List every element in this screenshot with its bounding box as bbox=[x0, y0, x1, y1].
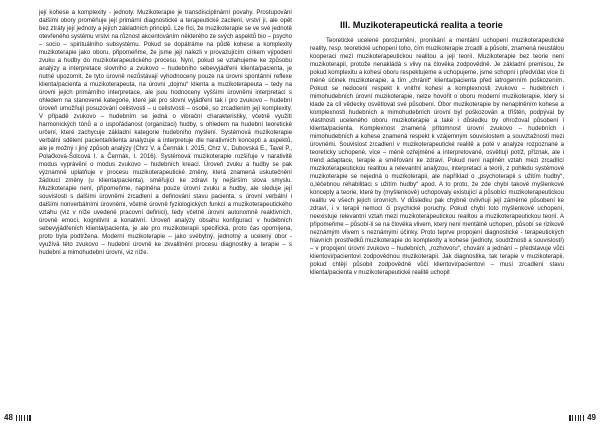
left-paragraph: její kohese a komplexity - jednoty. Muzikoterapie je transdisciplinární povahy. Prostupování dalšími obory proměňuje její primární diagnostické a terapeutické zacílení, vrství ji, ale opět bez ztráty její jednoty a jejích základních principů. Lze říci, že muzikoterapie se ve své jednotě otevřeného systému vrství na různost akcentováním některého ze svých aspektů bio – psycho – socio – spirituálního subsystému. Pokud se dopátráme na půdě kohese a komplexity muzikoterapie jako oboru, připomeňme, že jsme její nalezli v provazujícím církem výpodení zvuku a hudby do muzikoterapeutického procesu. Nyní, pokud se vztahujeme ke způsobu analýzy a interpretace slovního a zvukovo – hudebního sebevyjádření klienta/pacienta, je nutné upozornit, že tyto úrovně nezůstávají vyhodnoceny pouze na úrovni spontánní reflexe klienta/pacienta a muzikoterapeuta, na úrovni „dojmu“ klienta a muzikoterapeuta – tedy na úrovni jejich primárního interpretace, ale jsou hodnoceny vyššími úrovněmi interpretací s ohledem na stanovené kategorie, které jak pro slovní vyjádření tak i pro zvukovo – hudební úroveň umožňují posuzování celistvosti – u celistvosti – osobě, so zrcadlením její komplexity. V případě zvukovo – hudebním se jedná o vibrační charakteristiky, včetně využití harmonických tónů a o uspořádanost (organizaci) hudby, s ohledem na hudební teoretické určení, které zachycuje základní kategorie hudebního myšlení. Systémová muzikoterapie verbální sdělení pacienta/klienta analyzuje a interpretuje dle narativních koncepti a aspektů, ale je možný i jiný způsob analýzy (Chrz V. a Čermák I. 2015, Chrz V., Dubovská E., Tavel P., Polačková-Šolcová I. a Čermák, I. 2016). Systémová muzikoterapie rozšiřuje v narativitě modus vyprávění o modus zvukovo – hudebních kreací. Úroveň zvuku a hudby se pak významně uplatňuje v procesu muzikoterapeutické změny, která znamená uskutečnění žádoucí změny (u klienta/pacienta), směřující ke zdraví ty nejširším slova smyslu. Muzikoterapie není, připomeňme, naplněna pouze úrovní zvuku a hudby, ale sleduje její souvislosti s dalšími úrovněmi zrcadlení a definování stavu pacienta, s úrovní verbální i dalšími nonverbálními úrovněmi, včetně úrovně fyziologických funkcí a muzikoterapeutického vztahu (viz v níže uvedené pracovní definici), tedy včetně úrovní autonomně reaktivních, úrovně emocí, kognitivní a konativní. Úroveň analýzy obsahu konfigurací v hudebních sebevyjádřeních klienta/pacienta, je ale pro muzikoterapii specifická, proto čas opomíjena, proto byla podtržena. Moderní muzikoterapie – jako svébytný, jednotný a ucelený obor - využívá této zvukovo – hudební úrovně ke zkvalitnění procesu diagnostiky a terapie – s hudební a mimohudební úrovní, viz níže. bbox=[39, 10, 292, 257]
chapter-heading: III. Muzikoterapeutická realita a teorie bbox=[340, 19, 503, 30]
folio-bars-ornament bbox=[569, 415, 584, 421]
right-page-body bbox=[310, 37, 564, 407]
right-page bbox=[300, 0, 600, 424]
folio-bars-ornament bbox=[16, 415, 31, 421]
right-paragraph: Teoretické ucelené porozumění, pronikání a mentální uchopení muzikoterapeutické reality, resp. teoretické uchopení toho, čím muzikoterapie zrcadlí a působí, znamená neustálou kooperaci mezi muzikoterapeutickou realitou a její teorií. Muzikoterapie bez teorie není muzikoterapií, protože nenakládá s vlivy na člověka zodpovědně. Je základní premisou, že pokud komplexitu a kohesi oboru respektujeme a uchopujeme, jsme schopni i předvídat více či méně účinek muzikoterapie, a tím „chránit“ klienta/pacienta před iatrogenním poškozením. Pokud se nedocení respekt k vnitřní kohesi a komplexnosti zvukovo – hudebních i mimohudebních úrovní muzikoterapie, nelze hovořit o oboru moderní muzikoterapie, který si klade za cíl vědecky osvětlovat své působení. Obor muzikoterapie by nenaplněním kohese a komplexnosti hudebních a mimohudebních úrovní byl poškozován a tříštěn, podpýval by vlastnosti uceleného oboru muzikoterapie a také i důsledku by ohrožoval působení i klienta/pacienta. Komplexnost znamená přítomnost úrovní zvukovo – hudebních i mimohudebních a kohese znamená respekt k vzájemným souvislostem a souvztažnosti mezi úrovněmi. Souvislost zrcadlení v muzikoterapeutické realitě a poté v analýze rozpoznané a teoreticky uchopené, více – méně ozřejměné a interpretované, osvětlují potíž, příznak, ale i trend adaptace, terapie a směřování ke zdraví. Pokud není naplněn vztah mezi zrcadlící muzikoterapeutickou realitou a relevantní analýzou, interpretací a teorií, z pohledu systémové muzikoterapie se nejedná o muzikoterapii, ale například o „psychoterapii s užitím hudby“, o„léčebnou rehabilitaci s užitím hudby“ apod. A to proto, že zde chybí takové myšlenkové koncepty a teorie, které by (myšlenkově) uchopovaly existující a působící muzikoterapeutickou realitu ve všech jejích úrovních. V důsledku pak chybně ovlivňují její záměrné působení ke zdraví, i v terapii nemocí či psychické poruchy. Pokud chybí toto myšlenkové uchopení, neexistuje relevantní vztah mezi muzikoterapeutickou realitou a muzikoterapeutickou teorií. A připomeňme – působí-li se na člověka vlivem, který není mentálně uchopen, působí se rizikově neznámým vlivem s neznámými účinky. Proto teprve propojení diagnostické - terapeutických hlavních prostředků muzikoterapie do komplexity a kohese (jednoty, soudržnosti a souvislostí) – v propojení úrovní zvukovo – hudebních, „rozhovoru“, chování a jednání – představuje vůči klientovi/pacientovi zodpovědnou muzikoterapii. Jak diagnostika, tak terapie v muzikoterapii, pokud chtějí působit zodpovědně vůči klientovi/pacientovi – musí zrcadlení stavu klienta/pacienta v muzikoterapeutické realitě uchopit bbox=[310, 38, 564, 277]
left-page-footer bbox=[4, 413, 34, 422]
right-page-number: 49 bbox=[587, 413, 596, 422]
left-page-number: 48 bbox=[4, 413, 13, 422]
right-page-footer bbox=[566, 413, 596, 422]
left-page-body bbox=[39, 9, 292, 409]
